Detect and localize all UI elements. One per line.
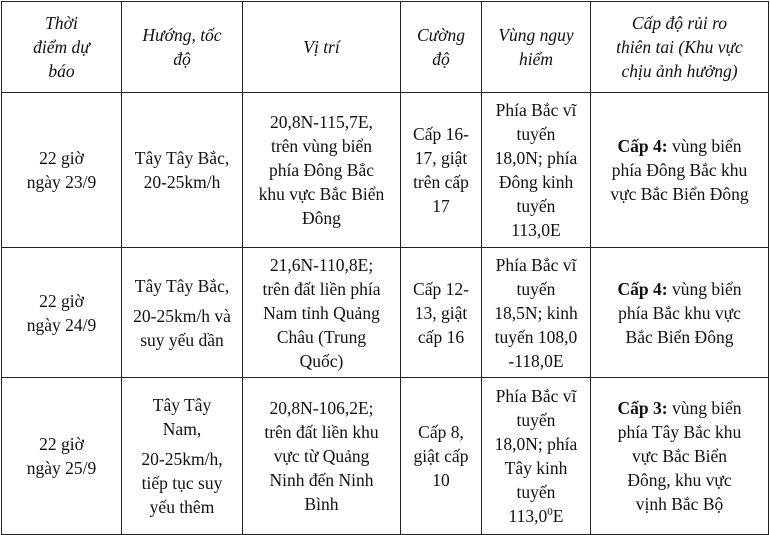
text-line: Tây Tây	[152, 395, 212, 415]
risk-level-label: Cấp 4:	[617, 278, 668, 299]
text-line: Cấp 8,	[418, 422, 464, 442]
position-cell	[243, 93, 401, 248]
text-line: Nam tỉnh Quảng	[263, 302, 380, 323]
text-line: 10	[432, 470, 450, 490]
header-risk-level	[591, 2, 769, 93]
text-line: vực Bắc Biển Đông	[610, 184, 749, 204]
text-line: vực từ Quảng	[273, 446, 370, 466]
text-line: chịu ảnh hưởng)	[621, 61, 738, 81]
header-danger-zone	[482, 2, 591, 93]
direction-cell	[122, 93, 243, 248]
text-line: tuyến 108,0	[494, 326, 578, 347]
text-line: Cấp 12-	[413, 278, 469, 299]
risk-level-cell: Cấp 4: vùng biển phía Đông Bắc khu vực Bắc Biển Đông	[591, 93, 769, 248]
text-line: Cấp độ rủi ro	[631, 13, 728, 33]
text-line: Bắc Biển Đông	[625, 326, 734, 347]
text-line: ngày 24/9	[26, 314, 97, 335]
text-line: tuyến	[516, 410, 556, 430]
risk-level-label: Cấp 3:	[617, 398, 668, 418]
header-direction	[122, 2, 243, 93]
text-line: Châu (Trung	[276, 326, 367, 347]
text-line: tuyến	[516, 278, 556, 299]
text-line: 22 giờ	[39, 290, 84, 311]
text-line: Phía Bắc vĩ	[495, 100, 577, 120]
risk-level-label: Cấp 4:	[617, 136, 668, 156]
text-line: Nam,	[162, 419, 202, 439]
text-line: vực Bắc Biển	[631, 446, 727, 466]
text-line: 18,0N; phía	[494, 148, 578, 168]
text-line: 20,8N-106,2E;	[269, 398, 374, 418]
text-line: độ	[173, 49, 191, 69]
danger-zone-cell	[482, 248, 591, 378]
text-line: giật cấp	[413, 446, 469, 466]
text-line: trên đất liền khu	[264, 422, 379, 442]
text-line: phía Bắc khu vực	[618, 302, 741, 323]
text-line: phía Đông Bắc	[269, 160, 374, 180]
header-row	[2, 2, 769, 93]
text-line: tuyến	[516, 196, 556, 216]
danger-zone-cell	[482, 93, 591, 248]
text-line: Tây Tây Bắc,	[134, 148, 230, 168]
text-line: Tây kinh	[504, 458, 568, 478]
text-line: 18,0N; phía	[494, 434, 578, 454]
text-line: hiểm	[518, 49, 554, 69]
table-row	[2, 378, 769, 535]
text-line: phía Tây Bắc khu	[617, 422, 742, 442]
risk-level-cell: Cấp 3: vùng biển phía Tây Bắc khu vực Bắc Biển Đông, khu vực vịnh Bắc Bộ	[591, 378, 769, 535]
text-line: 22 giờ	[39, 148, 84, 168]
time-cell	[2, 248, 122, 378]
text-line: Thời	[45, 13, 78, 33]
table-row	[2, 93, 769, 248]
text-line: cấp 16	[417, 326, 465, 347]
text-line: trên vùng biển	[270, 136, 373, 156]
text-line: Vùng nguy	[498, 25, 574, 45]
text-line: Đông kinh	[498, 172, 574, 192]
text-line: Hướng, tốc	[142, 25, 222, 45]
text-line: Phía Bắc vĩ	[495, 254, 577, 275]
direction-cell	[122, 378, 243, 535]
text-line: vịnh Bắc Bộ	[635, 494, 724, 514]
risk-level-cell: Cấp 4: vùng biển phía Bắc khu vực Bắc Biển Đông	[591, 248, 769, 378]
text-line: yếu thêm	[149, 497, 215, 517]
text-line: Quốc)	[299, 350, 344, 371]
text-line: tuyến	[516, 124, 556, 144]
text-line: 22 giờ	[39, 434, 84, 454]
text-line: suy yếu dần	[140, 329, 224, 350]
text-line: thiên tai (Khu vực	[616, 37, 743, 57]
text-line: 13, giật	[414, 302, 468, 323]
text-line: tiếp tục suy	[141, 473, 223, 493]
text-line: điểm dự	[33, 37, 90, 57]
text-line: 20-25km/h	[143, 172, 221, 192]
position-cell	[243, 378, 401, 535]
text-line: tuyến	[516, 482, 556, 502]
text-line: 20-25km/h,	[141, 449, 223, 469]
text-line: trên cấp	[413, 172, 469, 192]
table-row	[2, 248, 769, 378]
header-intensity	[401, 2, 482, 93]
text-line: 113,0E	[511, 220, 561, 240]
intensity-cell	[401, 93, 482, 248]
text-line: 20,8N-115,7E,	[270, 112, 373, 132]
text-line: ngày 23/9	[26, 172, 97, 192]
text-line: Bình	[304, 494, 339, 514]
intensity-cell	[401, 378, 482, 535]
text-line: Đông, khu vực	[627, 470, 732, 490]
time-cell	[2, 378, 122, 535]
text-line: khu vực Bắc Biển	[258, 184, 385, 204]
text-line: trên đất liền phía	[262, 278, 381, 299]
text-line: ngày 25/9	[26, 458, 97, 478]
position-cell	[243, 248, 401, 378]
text-line: 21,6N-110,8E;	[269, 254, 374, 275]
text-line: -118,0E	[508, 350, 564, 371]
text-line: Cường	[416, 25, 466, 45]
text-line: Tây Tây Bắc,	[134, 275, 230, 296]
time-cell	[2, 93, 122, 248]
text-line: Đông	[302, 208, 341, 228]
header-position	[243, 2, 401, 93]
text-line: phía Đông Bắc khu	[611, 160, 748, 180]
text-line: 17, giật	[414, 148, 468, 168]
text-line: Cấp 16-	[413, 124, 469, 144]
text-line: 18,5N; kinh	[494, 302, 578, 323]
text-line: Phía Bắc vĩ	[495, 386, 577, 406]
text-line: Ninh đến Ninh	[269, 470, 374, 490]
direction-cell	[122, 248, 243, 378]
storm-forecast-table	[1, 1, 769, 535]
header-time	[2, 2, 122, 93]
text-line: báo	[48, 61, 75, 81]
danger-zone-cell: Phía Bắc vĩ tuyến 18,0N; phía Tây kinh tuyến 113,0$^0$E	[482, 378, 591, 535]
text-line: 20-25km/h và	[133, 305, 231, 326]
text-line: 17	[432, 196, 450, 216]
intensity-cell	[401, 248, 482, 378]
text-line: Vị trí	[303, 37, 340, 57]
text-line: độ	[432, 49, 450, 69]
